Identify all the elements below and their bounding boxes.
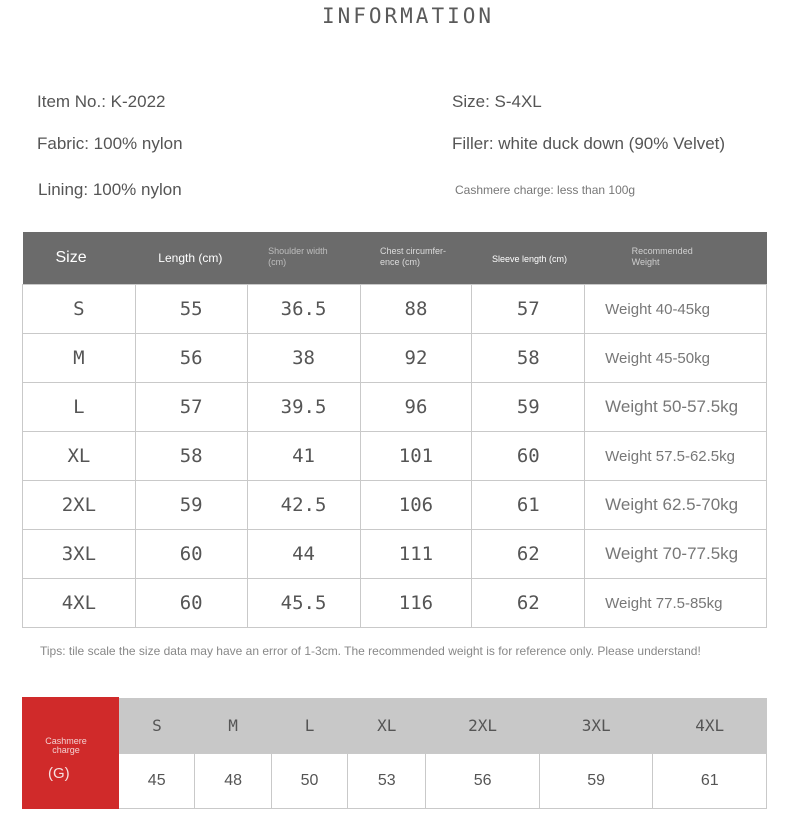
fabric-info: Fabric: 100% nylon [37,134,183,153]
size-cell: 4XL [23,579,136,628]
cashmere-value-cell: 45 [119,753,195,808]
table-row [23,334,767,383]
header-length: Length (cm) [135,232,247,285]
cashmere-value-cell: 50 [271,753,347,808]
chest-cell: 88 [360,285,472,334]
length-cell: 60 [135,579,247,628]
cashmere-size-header: XL [348,698,426,754]
chest-cell: 111 [360,530,472,579]
sleeve-cell: 59 [472,383,585,432]
cashmere-header-row [23,698,767,754]
header-recommended-weight: Recommended Weight [585,232,767,285]
shoulder-cell: 39.5 [247,383,360,432]
header-shoulder-width: Shoulder width (cm) [247,232,360,285]
size-chart-table [22,232,767,628]
length-cell: 60 [135,530,247,579]
sleeve-cell: 61 [472,481,585,530]
header-chest: Chest circumfer- ence (cm) [360,232,472,285]
size-cell: M [23,334,136,383]
shoulder-cell: 44 [247,530,360,579]
length-cell: 57 [135,383,247,432]
cashmere-value-cell: 48 [195,753,271,808]
size-cell: XL [23,432,136,481]
page-title: INFORMATION [321,4,495,28]
chest-cell: 101 [360,432,472,481]
table-row [23,383,767,432]
shoulder-cell: 36.5 [247,285,360,334]
size-range: Size: S-4XL [452,92,542,111]
size-chart-header-row [23,232,767,285]
cashmere-value-row [23,753,767,808]
item-number: Item No.: K-2022 [37,92,166,111]
table-row [23,285,767,334]
lining-info: Lining: 100% nylon [38,180,182,199]
cashmere-unit: (G) [48,765,70,782]
header-size: Size [23,232,136,285]
chest-cell: 116 [360,579,472,628]
cashmere-charge-table [22,697,767,809]
length-cell: 55 [135,285,247,334]
cashmere-label: Cashmere charge [45,736,87,755]
length-cell: 58 [135,432,247,481]
cashmere-value-cell: 61 [653,753,767,808]
shoulder-cell: 41 [247,432,360,481]
cashmere-label-cell [23,698,119,809]
cashmere-size-header: L [271,698,347,754]
length-cell: 59 [135,481,247,530]
filler-info: Filler: white duck down (90% Velvet) [452,134,726,153]
sleeve-cell: 60 [472,432,585,481]
shoulder-cell: 45.5 [247,579,360,628]
cashmere-size-header: S [119,698,195,754]
cashmere-size-header: M [195,698,271,754]
chest-cell: 96 [360,383,472,432]
shoulder-cell: 42.5 [247,481,360,530]
weight-cell: Weight 57.5-62.5kg [585,432,767,481]
sleeve-cell: 62 [472,579,585,628]
sleeve-cell: 62 [472,530,585,579]
size-cell: 3XL [23,530,136,579]
cashmere-value-cell: 59 [539,753,653,808]
size-tips-note: Tips: tile scale the size data may have an error of 1-3cm. The recommended weight is for reference only. Please understand! [40,644,701,658]
size-cell: 2XL [23,481,136,530]
size-cell: S [23,285,136,334]
weight-cell: Weight 77.5-85kg [585,579,767,628]
weight-cell: Weight 45-50kg [585,334,767,383]
cashmere-value-cell: 56 [426,753,540,808]
weight-cell: Weight 62.5-70kg [585,481,767,530]
cashmere-size-header: 3XL [539,698,653,754]
size-cell: L [23,383,136,432]
cashmere-size-header: 2XL [426,698,540,754]
table-row [23,481,767,530]
weight-cell: Weight 40-45kg [585,285,767,334]
length-cell: 56 [135,334,247,383]
sleeve-cell: 57 [472,285,585,334]
header-sleeve-length: Sleeve length (cm) [472,232,585,285]
sleeve-cell: 58 [472,334,585,383]
weight-cell: Weight 50-57.5kg [585,383,767,432]
cashmere-size-header: 4XL [653,698,767,754]
table-row [23,579,767,628]
chest-cell: 106 [360,481,472,530]
weight-cell: Weight 70-77.5kg [585,530,767,579]
shoulder-cell: 38 [247,334,360,383]
chest-cell: 92 [360,334,472,383]
table-row [23,530,767,579]
table-row [23,432,767,481]
cashmere-charge-info: Cashmere charge: less than 100g [455,183,636,197]
cashmere-value-cell: 53 [348,753,426,808]
